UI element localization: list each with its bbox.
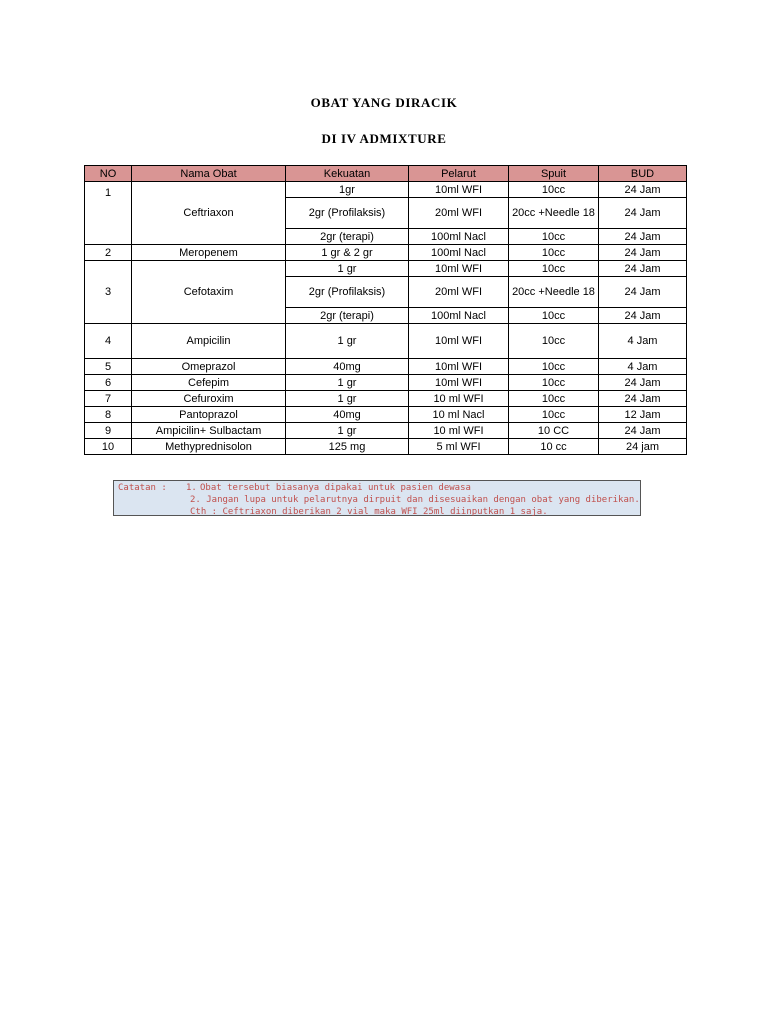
table-row xyxy=(85,439,687,455)
cell-bud: 24 Jam xyxy=(599,423,687,439)
cell-bud: 24 Jam xyxy=(599,261,687,277)
cell-nama-obat: Methyprednisolon xyxy=(132,439,286,455)
cell-nama-obat: Ampicilin xyxy=(132,324,286,359)
cell-no: 4 xyxy=(85,324,132,359)
cell-pelarut: 10 ml Nacl xyxy=(409,407,509,423)
cell-pelarut: 20ml WFI xyxy=(409,198,509,229)
note-box xyxy=(113,480,641,516)
cell-bud: 12 Jam xyxy=(599,407,687,423)
cell-pelarut: 10ml WFI xyxy=(409,261,509,277)
document-subtitle: DI IV ADMIXTURE xyxy=(321,131,447,146)
cell-spuit: 10cc xyxy=(509,182,599,198)
cell-no: 1 xyxy=(85,182,132,245)
cell-kekuatan: 2gr (terapi) xyxy=(286,308,409,324)
cell-spuit: 10cc xyxy=(509,229,599,245)
table-row xyxy=(85,423,687,439)
cell-bud: 24 Jam xyxy=(599,182,687,198)
cell-pelarut: 10ml WFI xyxy=(409,375,509,391)
cell-bud: 24 Jam xyxy=(599,245,687,261)
cell-bud: 24 Jam xyxy=(599,198,687,229)
cell-kekuatan: 2gr (Profilaksis) xyxy=(286,277,409,308)
header-pelarut: Pelarut xyxy=(409,166,509,182)
header-bud: BUD xyxy=(599,166,687,182)
cell-kekuatan: 1gr xyxy=(286,182,409,198)
cell-nama-obat: Ceftriaxon xyxy=(132,182,286,245)
cell-kekuatan: 2gr (terapi) xyxy=(286,229,409,245)
cell-pelarut: 10 ml WFI xyxy=(409,391,509,407)
cell-spuit: 10cc xyxy=(509,261,599,277)
table-row xyxy=(85,261,687,277)
cell-bud: 24 Jam xyxy=(599,277,687,308)
cell-kekuatan: 1 gr & 2 gr xyxy=(286,245,409,261)
cell-pelarut: 100ml Nacl xyxy=(409,308,509,324)
header-nama-obat: Nama Obat xyxy=(132,166,286,182)
cell-pelarut: 10ml WFI xyxy=(409,359,509,375)
cell-bud: 24 Jam xyxy=(599,375,687,391)
header-kekuatan: Kekuatan xyxy=(286,166,409,182)
cell-spuit: 10cc xyxy=(509,245,599,261)
cell-spuit: 10cc xyxy=(509,407,599,423)
document-title: OBAT YANG DIRACIK xyxy=(310,95,458,110)
cell-nama-obat: Ampicilin+ Sulbactam xyxy=(132,423,286,439)
drug-table xyxy=(84,165,687,455)
cell-no: 7 xyxy=(85,391,132,407)
note-text-1: Obat tersebut biasanya dipakai untuk pasien dewasa xyxy=(200,483,471,493)
cell-kekuatan: 1 gr xyxy=(286,324,409,359)
cell-no: 2 xyxy=(85,245,132,261)
cell-spuit: 10 cc xyxy=(509,439,599,455)
cell-spuit: 10 CC xyxy=(509,423,599,439)
header-spuit: Spuit xyxy=(509,166,599,182)
cell-nama-obat: Omeprazol xyxy=(132,359,286,375)
note-line-3: Cth : Ceftriaxon diberikan 2 vial maka WFI 25ml diinputkan 1 saja. xyxy=(190,507,548,517)
cell-kekuatan: 40mg xyxy=(286,407,409,423)
header-no: NO xyxy=(85,166,132,182)
cell-pelarut: 100ml Nacl xyxy=(409,229,509,245)
cell-spuit: 10cc xyxy=(509,308,599,324)
cell-nama-obat: Meropenem xyxy=(132,245,286,261)
note-number-1: 1. xyxy=(186,483,197,493)
cell-no: 10 xyxy=(85,439,132,455)
cell-no: 9 xyxy=(85,423,132,439)
note-line-1 xyxy=(118,482,636,494)
cell-kekuatan: 2gr (Profilaksis) xyxy=(286,198,409,229)
cell-pelarut: 5 ml WFI xyxy=(409,439,509,455)
cell-pelarut: 10 ml WFI xyxy=(409,423,509,439)
cell-pelarut: 10ml WFI xyxy=(409,324,509,359)
cell-no: 3 xyxy=(85,261,132,324)
cell-bud: 24 Jam xyxy=(599,308,687,324)
cell-kekuatan: 1 gr xyxy=(286,423,409,439)
cell-bud: 24 Jam xyxy=(599,391,687,407)
table-row xyxy=(85,324,687,359)
cell-bud: 24 jam xyxy=(599,439,687,455)
table-row xyxy=(85,359,687,375)
cell-no: 6 xyxy=(85,375,132,391)
cell-spuit: 10cc xyxy=(509,375,599,391)
table-row xyxy=(85,407,687,423)
cell-kekuatan: 1 gr xyxy=(286,261,409,277)
note-line-2: 2. Jangan lupa untuk pelarutnya dirpuit dan disesuaikan dengan obat yang diberikan. xyxy=(190,495,640,505)
cell-spuit: 20cc +Needle 18 xyxy=(509,277,599,308)
cell-nama-obat: Cefepim xyxy=(132,375,286,391)
cell-kekuatan: 125 mg xyxy=(286,439,409,455)
cell-kekuatan: 40mg xyxy=(286,359,409,375)
cell-spuit: 10cc xyxy=(509,391,599,407)
cell-nama-obat: Cefotaxim xyxy=(132,261,286,324)
cell-pelarut: 20ml WFI xyxy=(409,277,509,308)
table-row xyxy=(85,182,687,198)
cell-nama-obat: Pantoprazol xyxy=(132,407,286,423)
table-row xyxy=(85,391,687,407)
table-header-row xyxy=(85,166,687,182)
cell-pelarut: 10ml WFI xyxy=(409,182,509,198)
cell-pelarut: 100ml Nacl xyxy=(409,245,509,261)
cell-bud: 4 Jam xyxy=(599,324,687,359)
table-row xyxy=(85,245,687,261)
cell-bud: 24 Jam xyxy=(599,229,687,245)
cell-nama-obat: Cefuroxim xyxy=(132,391,286,407)
cell-spuit: 10cc xyxy=(509,359,599,375)
cell-no: 8 xyxy=(85,407,132,423)
cell-no: 5 xyxy=(85,359,132,375)
cell-spuit: 20cc +Needle 18 xyxy=(509,198,599,229)
cell-kekuatan: 1 gr xyxy=(286,391,409,407)
cell-spuit: 10cc xyxy=(509,324,599,359)
cell-bud: 4 Jam xyxy=(599,359,687,375)
note-label: Catatan : xyxy=(118,483,167,493)
cell-kekuatan: 1 gr xyxy=(286,375,409,391)
table-row xyxy=(85,375,687,391)
